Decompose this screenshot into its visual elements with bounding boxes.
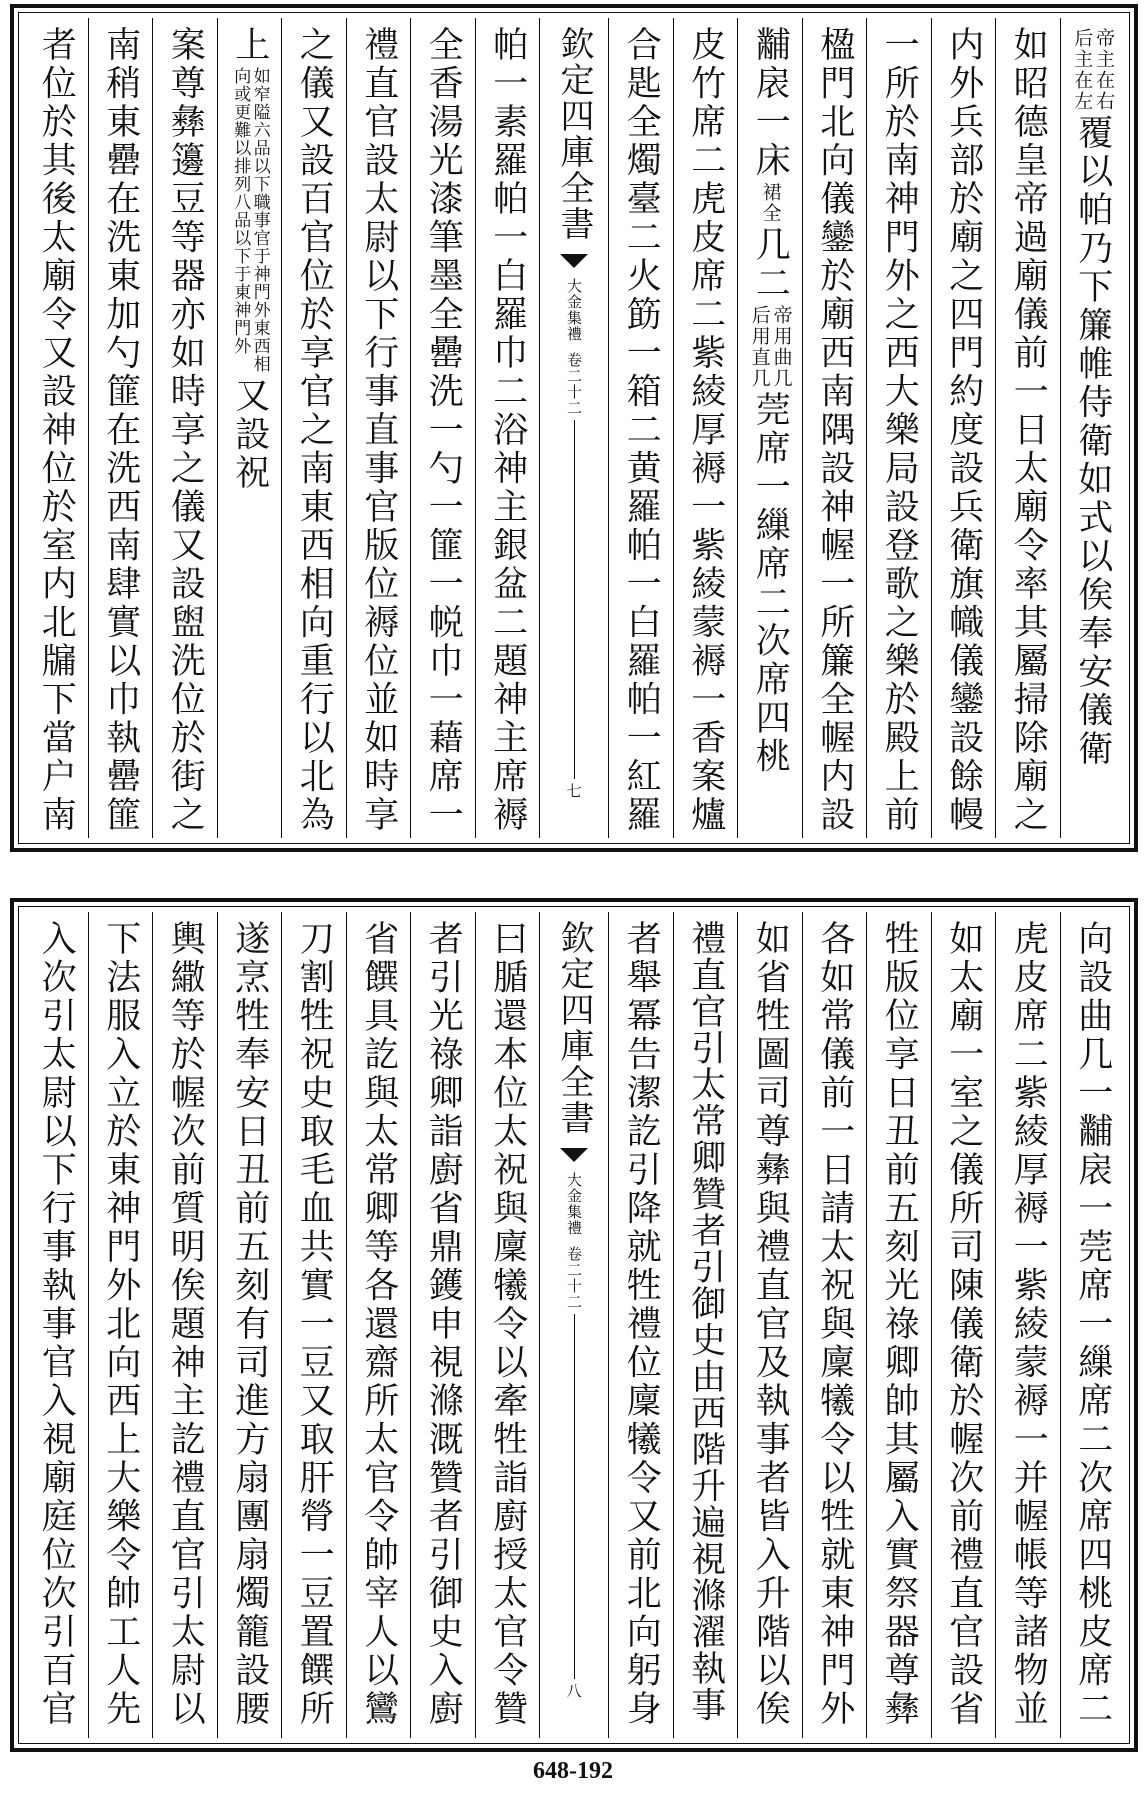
- text-column: [281, 18, 346, 838]
- text-column: [152, 912, 217, 1738]
- text-column: [673, 912, 738, 1738]
- text-column: [995, 912, 1060, 1738]
- column-text: 禮直官設太尉以下行事直事官版位褥位並如時享: [358, 26, 399, 835]
- text-column: [281, 912, 346, 1738]
- fishtail-mark: [560, 254, 588, 268]
- column-text: 楹門北向儀鑾於廟西南隅設神幄一所簾全幄内設: [814, 26, 855, 835]
- text-column: [217, 912, 282, 1738]
- top-columns: [24, 18, 1124, 838]
- column-text: 向設曲几一黼扆一莞席一繅席二次席四桃皮席二: [1072, 920, 1113, 1729]
- text-column: [24, 912, 88, 1738]
- column-text: 入次引太尉以下行事執事官入視廟庭位次引百官: [36, 920, 77, 1729]
- interlinear-note: 帝用曲几: [770, 305, 793, 389]
- interlinear-note: 帝主在右: [1093, 28, 1116, 112]
- banner-rule: [574, 420, 575, 779]
- column-text: 如太廟一室之儀所司陳儀衛於幄次前禮直官設省: [943, 920, 984, 1729]
- book-title: 欽定四庫全書: [554, 920, 594, 1136]
- column-text: 各如常儀前一日請太祝與廩犧令以牲就東神門外: [814, 920, 855, 1729]
- interlinear-note: 如窄隘六品以下職事官于神門外東西相: [249, 66, 270, 373]
- text-column: [217, 18, 282, 838]
- column-text: 遂烹牲奉安日丑前五刻有司進方扇團扇燭籠設腰: [229, 920, 270, 1729]
- column-text: 輿繖等於幄次前質明俟題神主訖禮直官引太尉以: [165, 920, 206, 1729]
- text-column: [410, 18, 475, 838]
- column-text: 几二: [750, 226, 791, 303]
- text-column: [802, 912, 867, 1738]
- leaf-number: 七: [564, 783, 583, 798]
- column-text: 莞席一繅席二次席四桃: [750, 391, 791, 776]
- column-text: 省饌具訖與太常卿等各還齋所太官令帥宰人以鸞: [358, 920, 399, 1729]
- column-text: 刀割牲祝史取毛血共實一豆又取肝膋一豆置饌所: [294, 920, 335, 1729]
- text-column: [608, 18, 673, 838]
- text-column: [737, 912, 802, 1738]
- volume-label: 大金集禮: [565, 1172, 583, 1236]
- text-column: [673, 18, 738, 838]
- interlinear-note-pair: [1070, 18, 1114, 112]
- text-column: [475, 912, 540, 1738]
- column-text: 上: [229, 26, 270, 65]
- text-column: [346, 18, 411, 838]
- center-banner: [539, 18, 608, 838]
- interlinear-note: 向或更難以排列八品以下于東神門外: [230, 66, 251, 355]
- column-text: 禮直官引太常卿贊者引御史由西階升遍視滌濯執事: [685, 920, 726, 1723]
- volume-label: 卷二十二: [565, 352, 583, 416]
- text-column: [1060, 18, 1125, 838]
- text-column: [24, 18, 88, 838]
- column-text: 内外兵部於廟之四門約度設兵衛旗幟儀鑾設餘幔: [943, 26, 984, 835]
- column-text: 如省牲圖司尊彝與禮直官及執事者皆入升階以俟: [750, 920, 791, 1729]
- text-column: [995, 18, 1060, 838]
- interlinear-note: 后用直几: [748, 305, 771, 389]
- text-column: [931, 18, 996, 838]
- column-text: 皮竹席二虎皮席二紫綾厚褥一紫綾蒙褥一香案爐: [685, 26, 726, 835]
- column-text: 案尊彝籩豆等器亦如時享之儀又設盥洗位於街之: [165, 26, 206, 835]
- text-column: [866, 912, 931, 1738]
- text-column: [802, 18, 867, 838]
- banner-rule: [574, 1314, 575, 1679]
- interlinear-note: 后主在左: [1071, 28, 1094, 112]
- volume-label: 大金集禮: [565, 278, 583, 342]
- footer-page-number: 648-192: [533, 1758, 613, 1784]
- text-column: [346, 912, 411, 1738]
- column-text: 如昭德皇帝過廟儀前一日太廟令率其屬掃除廟之: [1008, 26, 1049, 835]
- column-text: 全香湯光漆筆墨全罍洗一勺一篚一帨巾一藉席一: [423, 26, 464, 835]
- text-column: [88, 18, 153, 838]
- column-text: 黼扆一床: [750, 26, 791, 180]
- text-column: [410, 912, 475, 1738]
- text-column: [475, 18, 540, 838]
- column-text: 者舉冪告潔訖引降就牲禮位廩犧令又前北向躬身: [621, 920, 662, 1729]
- interlinear-note: 裙全: [759, 182, 782, 224]
- column-text: 又設祝: [229, 376, 270, 492]
- top-page: [10, 4, 1138, 852]
- text-column: [866, 18, 931, 838]
- interlinear-note-pair: [748, 303, 792, 389]
- volume-label: 卷二十二: [565, 1246, 583, 1310]
- column-text: 之儀又設百官位於享官之南東西相向重行以北為: [294, 26, 335, 835]
- column-text: 南稍東罍在洗東加勺篚在洗西南肆實以巾執罍篚: [100, 26, 141, 835]
- column-text: 牲版位享日丑前五刻光祿卿帥其屬入實祭器尊彝: [879, 920, 920, 1729]
- leaf-number: 八: [564, 1683, 583, 1698]
- text-column: [1060, 912, 1125, 1738]
- column-text: 曰腯還本位太祝與廩犧令以牽牲詣廚授太官令贊: [487, 920, 528, 1729]
- text-column: [608, 912, 673, 1738]
- bottom-columns: [24, 912, 1124, 1738]
- text-column: [931, 912, 996, 1738]
- text-column: [152, 18, 217, 838]
- column-text: 合匙全燭臺二火筯一箱二黄羅帕一白羅帕一紅羅: [621, 26, 662, 835]
- bottom-page: [10, 898, 1138, 1752]
- column-text: 一所於南神門外之西大樂局設登歌之樂於殿上前: [879, 26, 920, 835]
- column-text: 者引光祿卿詣廚省鼎鑊申視滌溉贊者引御史入廚: [423, 920, 464, 1729]
- fishtail-mark: [560, 1148, 588, 1162]
- book-title: 欽定四庫全書: [554, 26, 594, 242]
- center-banner: [539, 912, 608, 1738]
- text-column: [88, 912, 153, 1738]
- text-column: [737, 18, 802, 838]
- column-text: 覆以帕乃下簾帷侍衛如式以俟奉安儀衛: [1072, 114, 1113, 769]
- interlinear-note-pair: [230, 65, 269, 373]
- column-text: 帕一素羅帕一白羅巾二浴神主銀盆二題神主席褥: [487, 26, 528, 835]
- column-text: 虎皮席二紫綾厚褥一紫綾蒙褥一并幄帳等諸物並: [1008, 920, 1049, 1729]
- column-text: 下法服入立於東神門外北向西上大樂令帥工人先: [100, 920, 141, 1729]
- column-text: 者位於其後太廟令又設神位於室内北牖下當户南: [36, 26, 77, 835]
